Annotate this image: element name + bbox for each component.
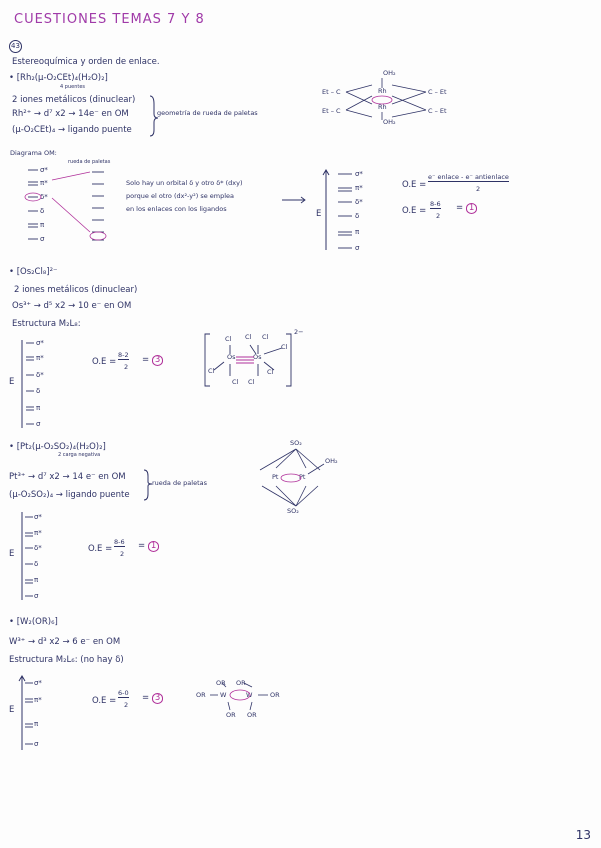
s3-oe-num: 8-6 [114, 538, 125, 546]
s1-heading: Estereoquímica y orden de enlace. [12, 57, 160, 67]
s4-oe-result-value: 3 [152, 693, 163, 704]
s1-formula-sub: 4 puentes [60, 84, 85, 90]
s3-mo [25, 517, 33, 596]
s2-cl-3: Cl [262, 333, 269, 341]
s4-level-pi: π [34, 720, 39, 728]
s2-line2: Os³⁺ → d⁵ x2 → 10 e⁻ en OM [12, 301, 132, 311]
s3-brace [144, 470, 152, 500]
s1-r-sigma-star: σ* [355, 170, 363, 178]
s2-charge: 2− [294, 328, 304, 336]
s1-mo-left [28, 170, 104, 240]
s1-brace [150, 96, 158, 136]
s3-pt-2: Pt [299, 473, 306, 481]
s4-w-2: W [246, 691, 253, 699]
s2-structure [205, 334, 291, 386]
s3-e-axis: E [9, 549, 15, 559]
s1-struct-l1: Et – C [322, 88, 341, 96]
s1-r-delta-star: δ* [355, 198, 363, 206]
s3-level-pi: π [34, 576, 39, 584]
s3-structure [260, 449, 324, 506]
s4-oe-num: 6-0 [118, 689, 129, 697]
s4-or-2: OR [236, 679, 246, 687]
s4-line1: W³⁺ → d³ x2 → 6 e⁻ en OM [9, 637, 121, 647]
s3-level-delta: δ [34, 560, 39, 568]
s1-struct-m2: Rh [378, 103, 387, 111]
s1-struct-r2: C – Et [428, 107, 447, 115]
s4-oe-den: 2 [124, 701, 129, 709]
s1-oe-den: 2 [476, 185, 481, 193]
s2-level-sigma: σ [36, 420, 41, 428]
s1-note1: Solo hay un orbital δ y otro δ* (dxy) [126, 179, 243, 187]
s3-oe-den: 2 [120, 550, 125, 558]
s3-so2-top: SO₂ [290, 439, 302, 447]
s4-or-6: OR [247, 711, 257, 719]
s1-e-axis: E [316, 209, 322, 219]
s2-line1: 2 iones metálicos (dinuclear) [14, 285, 138, 295]
s4-level-sigma-star: σ* [34, 679, 42, 687]
s3-level-sigma: σ [34, 592, 39, 600]
s4-or-3: OR [196, 691, 206, 699]
s4-formula: • [W₂(OR)₆] [9, 617, 58, 627]
s2-formula: • [Os₂Cl₈]²⁻ [9, 267, 58, 277]
s1-oe2-label: O.E = [402, 206, 427, 216]
s1-note3: en los enlaces con los ligandos [126, 205, 227, 213]
s3-formula: • [Pt₂(μ-O₂SO₂)₄(H₂O)₂] [9, 442, 106, 452]
s1-line3: (μ-O₂CEt)₄ → ligando puente [12, 125, 132, 135]
s2-cl-5: Cl [208, 367, 215, 375]
s2-level-delta: δ [36, 387, 41, 395]
s2-level-delta-star: δ* [36, 371, 44, 379]
s2-level-pi: π [36, 404, 41, 412]
s1-oe-num: e⁻ enlace - e⁻ antienlace [428, 173, 509, 181]
s2-os-2: Os [253, 353, 262, 361]
s1-struct-top: OH₂ [383, 69, 396, 77]
s4-oe-result: = 3 [142, 693, 163, 704]
s2-cl-7: Cl [248, 378, 255, 386]
s1-r-delta: δ [355, 212, 360, 220]
s1-line1: 2 iones metálicos (dinuclear) [12, 95, 136, 105]
s1-struct-r1: C – Et [428, 88, 447, 96]
s4-or-1: OR [216, 679, 226, 687]
s4-oe-label: O.E = [92, 696, 117, 706]
s1-struct-bottom: OH₂ [383, 118, 396, 126]
s2-mo [26, 343, 34, 424]
s3-so2-bottom: SO₂ [287, 507, 299, 515]
s1-level-sigma: σ [40, 235, 45, 243]
s1-oe-label: O.E = [402, 180, 427, 190]
s1-note2: porque el otro (dx²-y²) se emplea [126, 192, 235, 200]
s1-level-sigma-star: σ* [40, 166, 48, 174]
s2-e-axis: E [9, 377, 15, 387]
s2-line3: Estructura M₂L₈: [12, 319, 81, 329]
s2-oe-num: 8-2 [118, 351, 129, 359]
s4-mo [25, 683, 33, 744]
s2-cl-1: Cl [225, 335, 232, 343]
page-number: 13 [575, 828, 591, 842]
s3-note: rueda de paletas [152, 479, 207, 487]
s3-pt-1: Pt [272, 473, 279, 481]
s1-struct-m1: Rh [378, 87, 387, 95]
s3-level-sigma-star: σ* [34, 513, 42, 521]
problem-number: 43 [9, 40, 22, 53]
s3-oe-result: = 1 [138, 541, 159, 552]
s3-oh2: OH₂ [325, 457, 338, 465]
s1-diagram-sub: rueda de paletas [68, 159, 111, 165]
s1-formula: • [Rh₂(μ-O₂CEt)₄(H₂O)₂] [9, 73, 108, 83]
s1-level-delta: δ [40, 207, 45, 215]
s1-level-pi-star: π* [40, 179, 48, 187]
s4-or-5: OR [226, 711, 236, 719]
s2-oe-result-value: 3 [152, 355, 163, 366]
s4-level-pi-star: π* [34, 696, 42, 704]
s2-os-1: Os [227, 353, 236, 361]
s1-line2: Rh²⁺ → d⁷ x2 → 14e⁻ en OM [12, 109, 129, 119]
s2-cl-8: Cl [267, 368, 274, 376]
s4-w-1: W [220, 691, 227, 699]
s1-oe2-result: = 1 [456, 203, 477, 214]
s1-geometry-note: geometría de rueda de paletas [157, 109, 258, 117]
s3-level-pi-star: π* [34, 529, 42, 537]
s4-level-sigma: σ [34, 740, 39, 748]
s1-r-pi: π [355, 228, 360, 236]
s1-oe2-result-value: 1 [466, 203, 477, 214]
s2-cl-4: Cl [281, 343, 288, 351]
s2-cl-2: Cl [245, 333, 252, 341]
s3-formula-sub: 2 carga negativa [58, 452, 101, 458]
s1-mo-right [338, 174, 352, 248]
s3-level-delta-star: δ* [34, 544, 42, 552]
page-title: CUESTIONES TEMAS 7 Y 8 [14, 12, 205, 27]
s4-line2: Estructura M₂L₆: (no hay δ) [9, 655, 124, 665]
s2-cl-6: Cl [232, 378, 239, 386]
s4-e-axis: E [9, 705, 15, 715]
s1-level-pi: π [40, 221, 45, 229]
s3-line1: Pt³⁺ → d⁷ x2 → 14 e⁻ en OM [9, 472, 126, 482]
s2-level-pi-star: π* [36, 354, 44, 362]
s2-oe-den: 2 [124, 363, 129, 371]
s1-r-sigma: σ [355, 244, 360, 252]
s2-level-sigma-star: σ* [36, 339, 44, 347]
s3-oe-label: O.E = [88, 544, 113, 554]
s4-or-4: OR [270, 691, 280, 699]
s2-oe-label: O.E = [92, 357, 117, 367]
s1-struct-l2: Et – C [322, 107, 341, 115]
s1-structure [346, 78, 426, 120]
s1-level-delta-star: δ* [40, 193, 48, 201]
s3-line2: (μ-O₂SO₂)₄ → ligando puente [9, 490, 130, 500]
s1-oe2-num: 8-6 [430, 200, 441, 208]
s1-oe2-den: 2 [436, 212, 441, 220]
s1-r-pi-star: π* [355, 184, 363, 192]
s4-structure [210, 683, 268, 710]
s2-oe-result: = 3 [142, 355, 163, 366]
s3-oe-result-value: 1 [148, 541, 159, 552]
s1-diagram-title: Diagrama OM: [10, 149, 57, 157]
